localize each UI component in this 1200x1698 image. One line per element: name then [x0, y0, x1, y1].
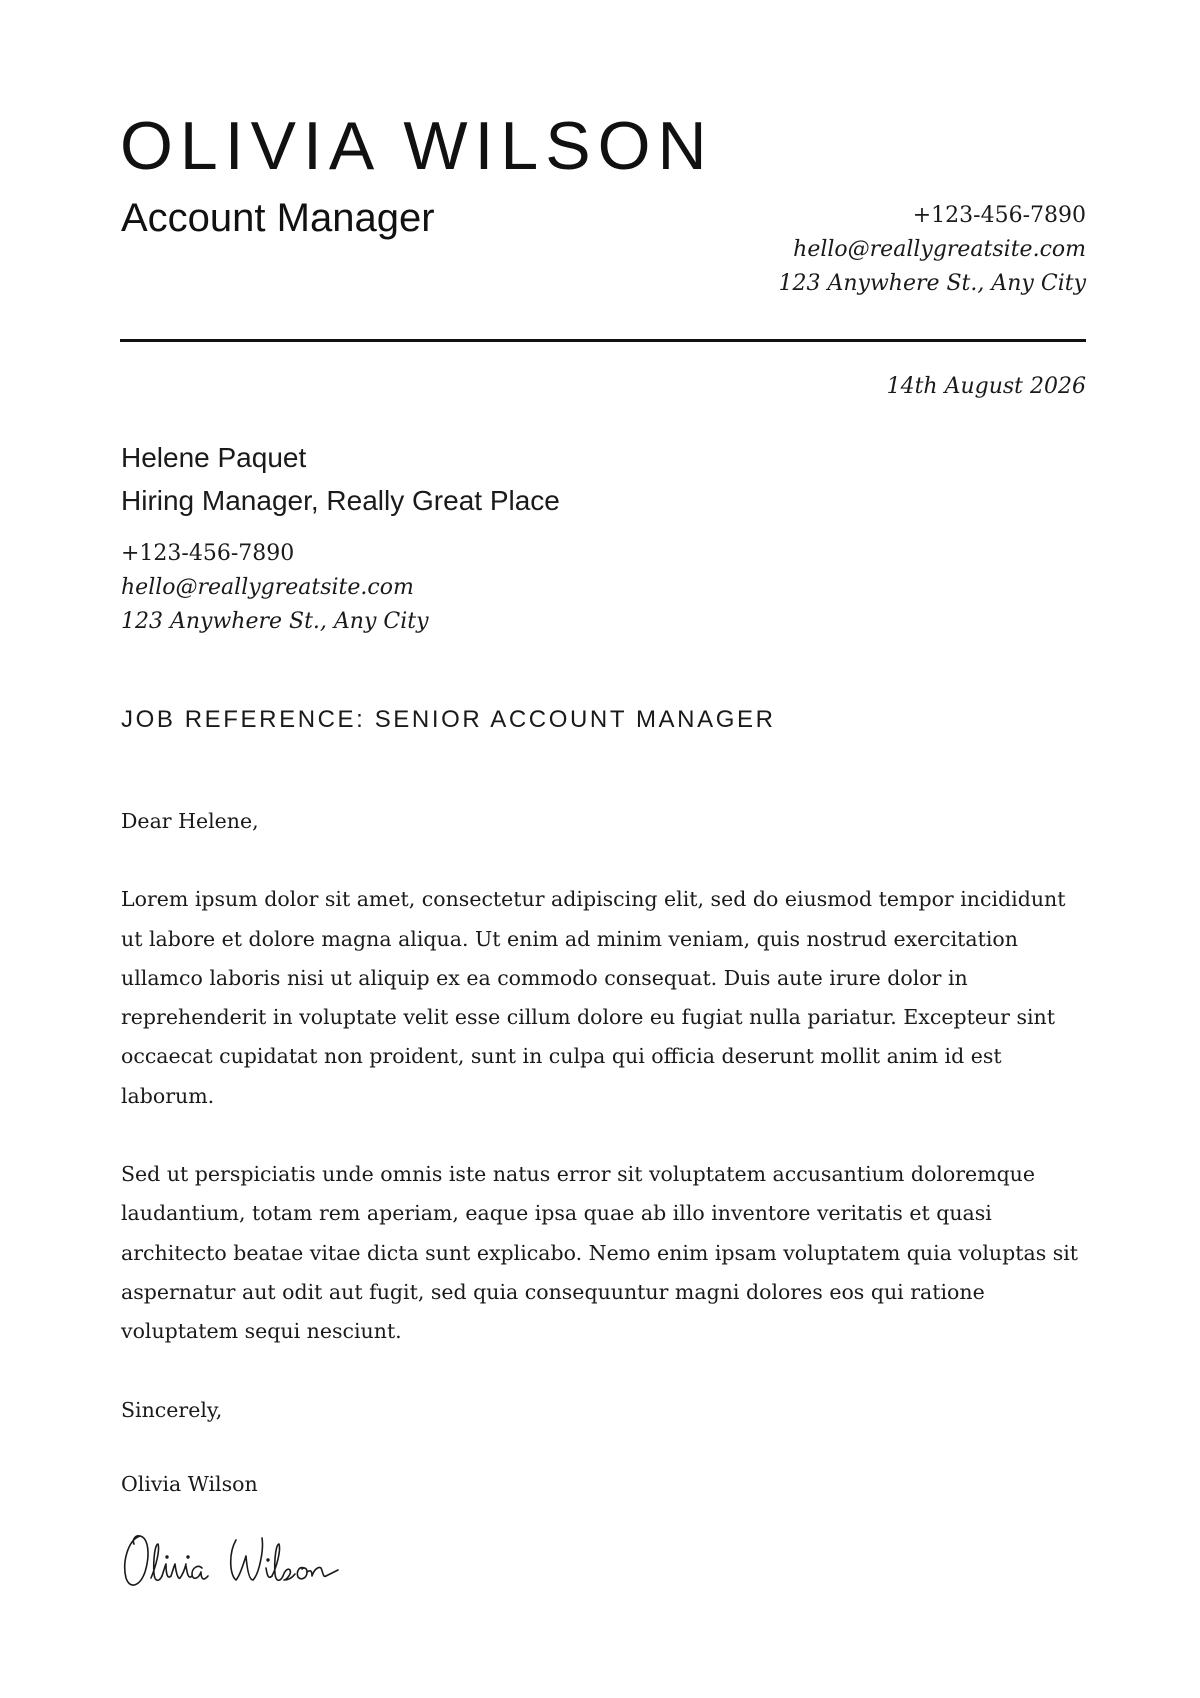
body-paragraph-1: Lorem ipsum dolor sit amet, consectetur adipiscing elit, sed do eiusmod tempor incididunt ut labore et dolore magna aliqua. Ut enim ad minim veniam, quis nostrud exercitation ullamco laboris nisi ut aliquip ex ea commodo consequat. Duis aute irure dolor in reprehenderit in voluptate velit esse cillum dolore eu fugiat nulla pariatur. Excepteur sint occaecat cupidatat non proident, sunt in culpa qui officia deserunt mollit anim id est laborum. [121, 887, 1066, 1108]
letter-body [121, 802, 1091, 1504]
handwritten-signature [118, 1526, 368, 1596]
recipient-address: 123 Anywhere St., Any City [121, 609, 429, 634]
salutation: Dear Helene, [121, 809, 259, 833]
applicant-address: 123 Anywhere St., Any City [778, 271, 1086, 296]
recipient-title: Hiring Manager, Really Great Place [121, 485, 560, 516]
applicant-email: hello@reallygreatsite.com [793, 237, 1086, 262]
body-paragraph-2: Sed ut perspiciatis unde omnis iste natus error sit voluptatem accusantium doloremque laudantium, totam rem aperiam, eaque ipsa quae ab illo inventore veritatis et quasi architecto beatae vitae dicta sunt explicabo. Nemo enim ipsam voluptatem quia voluptas sit aspernatur aut odit aut fugit, sed quia consequuntur magni dolores eos qui ratione voluptatem sequi nesciunt. [121, 1162, 1079, 1344]
header-divider [120, 339, 1086, 342]
applicant-phone: +123-456-7890 [912, 203, 1086, 228]
recipient-block [121, 436, 560, 522]
applicant-contact [778, 199, 1086, 301]
recipient-phone: +123-456-7890 [121, 541, 295, 566]
signer-name: Olivia Wilson [121, 1471, 258, 1496]
recipient-email: hello@reallygreatsite.com [121, 575, 414, 600]
recipient-name: Helene Paquet [121, 442, 307, 473]
applicant-role: Account Manager [121, 196, 435, 240]
recipient-contact [121, 537, 429, 639]
applicant-name: OLIVIA WILSON [120, 108, 714, 184]
letter-date: 14th August 2026 [886, 374, 1086, 399]
job-reference: JOB REFERENCE: SENIOR ACCOUNT MANAGER [121, 706, 776, 733]
closing: Sincerely, [121, 1397, 223, 1422]
